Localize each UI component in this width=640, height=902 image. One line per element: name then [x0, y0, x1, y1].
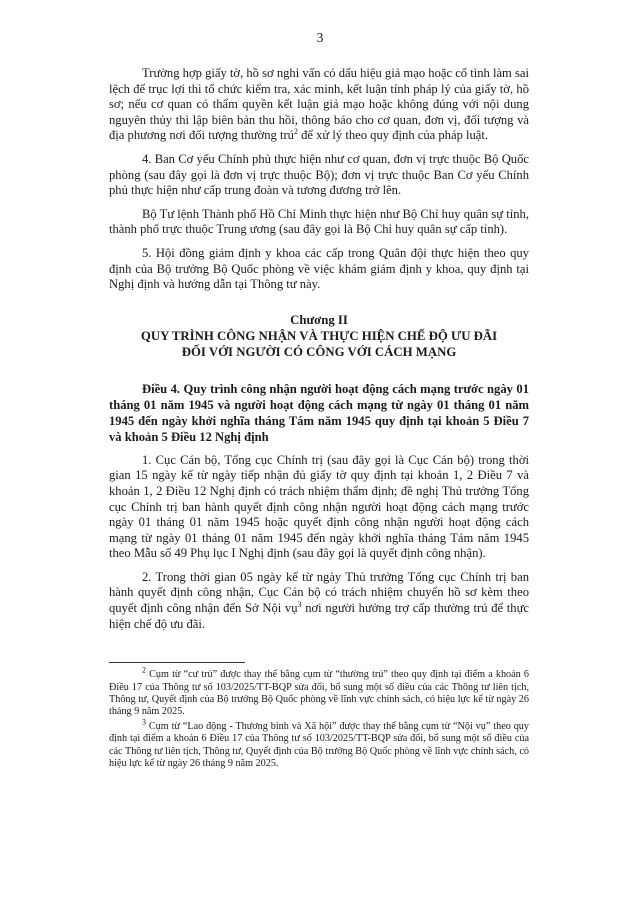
footnote-3-text: Cụm từ “Lao động - Thương binh và Xã hội” được thay thế bằng cụm từ “Nội vụ” theo quy định tại điểm a khoản 6 Điều 17 của Thông tư số 103/2025/TT-BQP sửa đổi, bổ sung một số điều của các Thông tư liên tịch, Thông tư, Quyết định của Bộ trưởng Bộ Quốc phòng về lĩnh vực chính sách, có hiệu lực kể từ ngày 26 tháng 9 năm 2025. — [109, 720, 529, 770]
page-content — [109, 66, 529, 771]
chapter-label: Chương II — [290, 312, 348, 327]
footnote-2 — [109, 665, 529, 719]
paragraph-verification — [109, 66, 529, 144]
footnote-3-marker: 3 — [142, 717, 146, 727]
footnote-divider — [109, 662, 245, 663]
article-4-clause-2 — [109, 570, 529, 632]
chapter-title-line-2: ĐỐI VỚI NGƯỜI CÓ CÔNG VỚI CÁCH MẠNG — [181, 344, 457, 359]
paragraph-hcm-command: Bộ Tư lệnh Thành phố Hồ Chí Minh thực hiện như Bộ Chỉ huy quân sự tỉnh, thành phố trực thuộc Trung ương (sau đây gọi là Bộ Chỉ huy quân sự cấp tỉnh). — [109, 206, 529, 237]
footnote-3 — [109, 717, 529, 771]
footnote-ref-3: 3 — [297, 599, 302, 609]
article-4-title: Điều 4. Quy trình công nhận người hoạt động cách mạng trước ngày 01 tháng 01 năm 1945 và người hoạt động cách mạng từ ngày 01 tháng 01 năm 1945 đến ngày khởi nghĩa tháng Tám năm 1945 quy định tại khoản 5 Điều 7 và khoản 5 Điều 12 Nghị định — [109, 381, 529, 444]
footnote-2-marker: 2 — [142, 665, 146, 675]
footnote-ref-2: 2 — [293, 127, 298, 137]
article-4-clause-1: 1. Cục Cán bộ, Tổng cục Chính trị (sau đây gọi là Cục Cán bộ) trong thời gian 15 ngày kể từ ngày tiếp nhận đủ giấy tờ quy định tại khoản 1, 2 Điều 7 và khoản 1, 2 Điều 12 Nghị định có trách nhiệm thẩm định; đề nghị Thủ trưởng Tổng cục Chính trị ban hành quyết định công nhận người hoạt động cách mạng trước ngày 01 tháng 01 năm 1945 hoặc quyết định công nhận người hoạt động cách mạng từ ngày 01 tháng 01 năm 1945 đến ngày khởi nghĩa tháng Tám năm 1945 theo Mẫu số 49 Phụ lục I Nghị định (sau đây gọi là quyết định công nhận). — [109, 452, 529, 561]
paragraph-verification-tail: để xử lý theo quy định của pháp luật. — [297, 128, 489, 143]
page-number: 3 — [316, 30, 324, 45]
article-4-clause-2-text: 2. Trong thời gian 05 ngày kể từ ngày Thủ trưởng Tổng cục Chính trị ban hành quyết định công nhận, Cục Cán bộ có trách nhiệm chuyển hồ sơ kèm theo quyết định công nhận đến Sở Nội vụ — [109, 569, 529, 616]
chapter-title-line-1: QUY TRÌNH CÔNG NHẬN VÀ THỰC HIỆN CHẾ ĐỘ ƯU ĐÃI — [140, 328, 498, 343]
paragraph-verification-text: Trường hợp giấy tờ, hồ sơ nghi vấn có dấu hiệu giả mạo hoặc cố tình làm sai lệch để trục lợi thì tổ chức kiểm tra, xác minh, kết luận tính pháp lý của giấy tờ, hồ sơ; nếu cơ quan có thẩm quyền kết luận giả mạo hoặc không đúng với nội dung nguyên thủy thì lập biên bản thu hồi, thông báo cho cơ quan, đơn vị, đối tượng và địa phương nơi đối tượng thường trú — [109, 66, 529, 143]
footnote-2-text: Cụm từ “cư trú” được thay thế bằng cụm từ “thường trú” theo quy định tại điểm a khoản 6 Điều 17 của Thông tư số 103/2025/TT-BQP sửa đổi, bổ sung một số điều của các Thông tư liên tịch, Thông tư, Quyết định của Bộ trưởng Bộ Quốc phòng về lĩnh vực chính sách, có hiệu lực kể từ ngày 26 tháng 9 năm 2025. — [109, 669, 529, 718]
paragraph-clause-5: 5. Hội đồng giám định y khoa các cấp trong Quân đội thực hiện theo quy định của Bộ trưởng Bộ Quốc phòng về việc khám giám định y khoa, quy định tại Nghị định và hướng dẫn tại Thông tư này. — [109, 245, 529, 292]
article-4-clause-2-tail: nơi người hưởng trợ cấp thường trú để thực hiện chế độ ưu đãi. — [109, 601, 529, 631]
paragraph-clause-4: 4. Ban Cơ yếu Chính phủ thực hiện như cơ quan, đơn vị trực thuộc Bộ Quốc phòng (sau đây gọi là đơn vị trực thuộc Bộ); đơn vị trực thuộc Ban Cơ yếu Chính phủ thực hiện như cấp trung đoàn và tương đương trở lên. — [109, 151, 529, 198]
